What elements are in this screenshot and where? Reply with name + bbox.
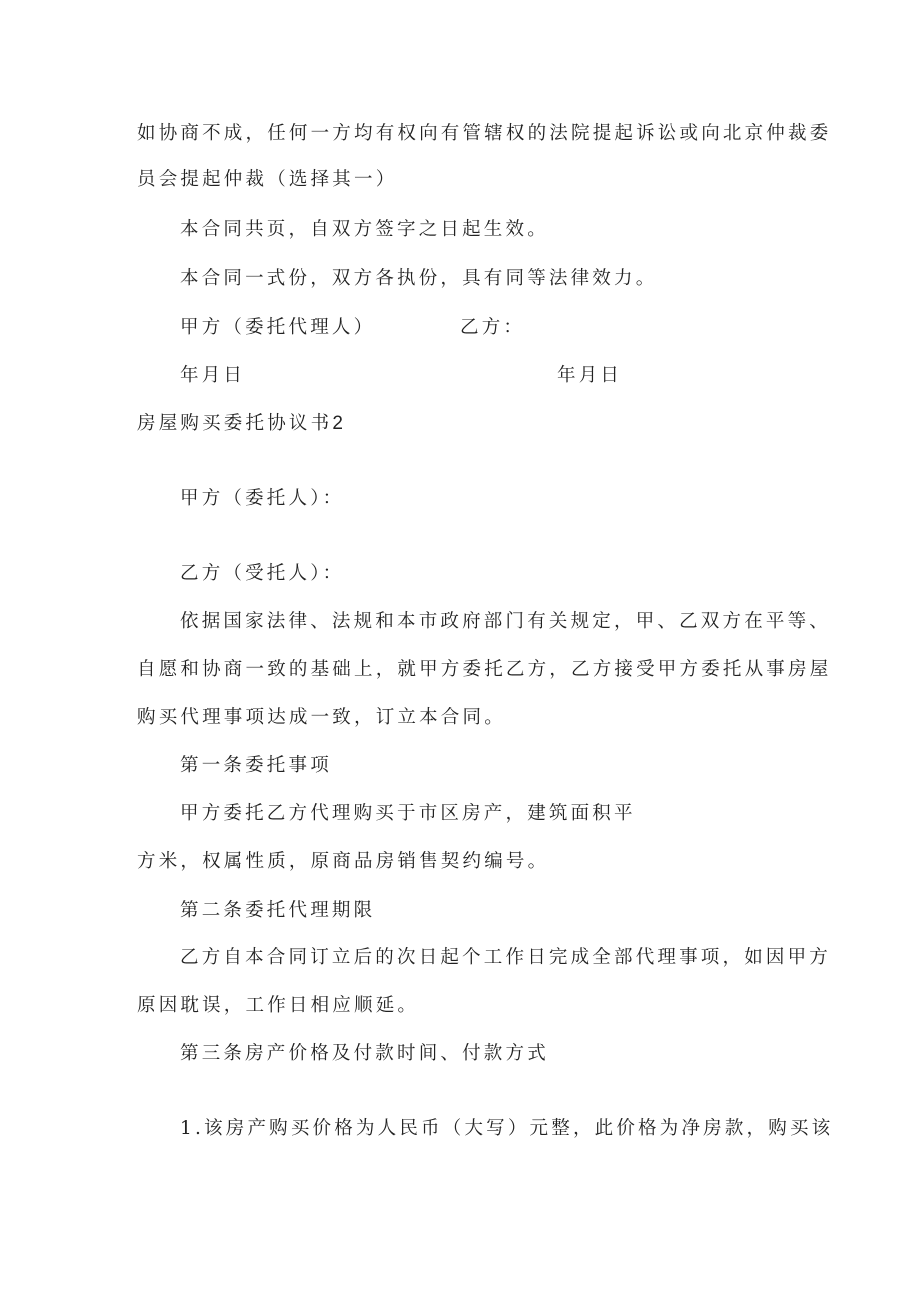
signature-party-a-label: 甲方（委托代理人） [180,317,376,338]
document-title-text: 房屋购买委托协议书 [137,413,333,434]
article-3-item-1: 1.该房产购买价格为人民币（大写）元整，此价格为净房款，购买该 [180,1118,834,1139]
paragraph-page-count: 本合同共页，自双方签字之日起生效。 [180,219,549,240]
party-b-agent-label: 乙方（受托人）： [180,563,345,584]
article-2-heading: 第二条委托代理期限 [180,900,376,921]
party-a-principal-label: 甲方（委托人）： [180,488,345,509]
paragraph-basis-line2: 自愿和协商一致的基础上，就甲方委托乙方，乙方接受甲方委托从事房屋 [137,659,832,680]
paragraph-basis-line3: 购买代理事项达成一致，订立本合同。 [137,707,506,728]
article-3-heading: 第三条房产价格及付款时间、付款方式 [180,1043,549,1064]
document-title [137,412,343,436]
article-1-body-line1: 甲方委托乙方代理购买于市区房产，建筑面积平 [180,803,636,824]
signature-party-b-label: 乙方： [460,317,526,338]
signature-date-party-b: 年月日 [557,365,623,386]
paragraph-dispute-resolution-line1: 如协商不成，任何一方均有权向有管辖权的法院提起诉讼或向北京仲裁委 [137,123,832,144]
paragraph-copies: 本合同一式份，双方各执份，具有同等法律效力。 [180,268,658,289]
signature-date-party-a: 年月日 [180,365,246,386]
paragraph-dispute-resolution-line2: 员会提起仲裁（选择其一） [137,169,398,190]
article-2-body-line2: 原因耽误，工作日相应顺延。 [137,995,420,1016]
article-1-body-line2: 方米，权属性质，原商品房销售契约编号。 [137,851,550,872]
article-1-heading: 第一条委托事项 [180,755,332,776]
paragraph-basis-line1: 依据国家法律、法规和本市政府部门有关规定，甲、乙双方在平等、 [180,611,832,632]
document-title-number: 2 [332,413,343,434]
article-2-body-line1: 乙方自本合同订立后的次日起个工作日完成全部代理事项，如因甲方 [180,947,832,968]
